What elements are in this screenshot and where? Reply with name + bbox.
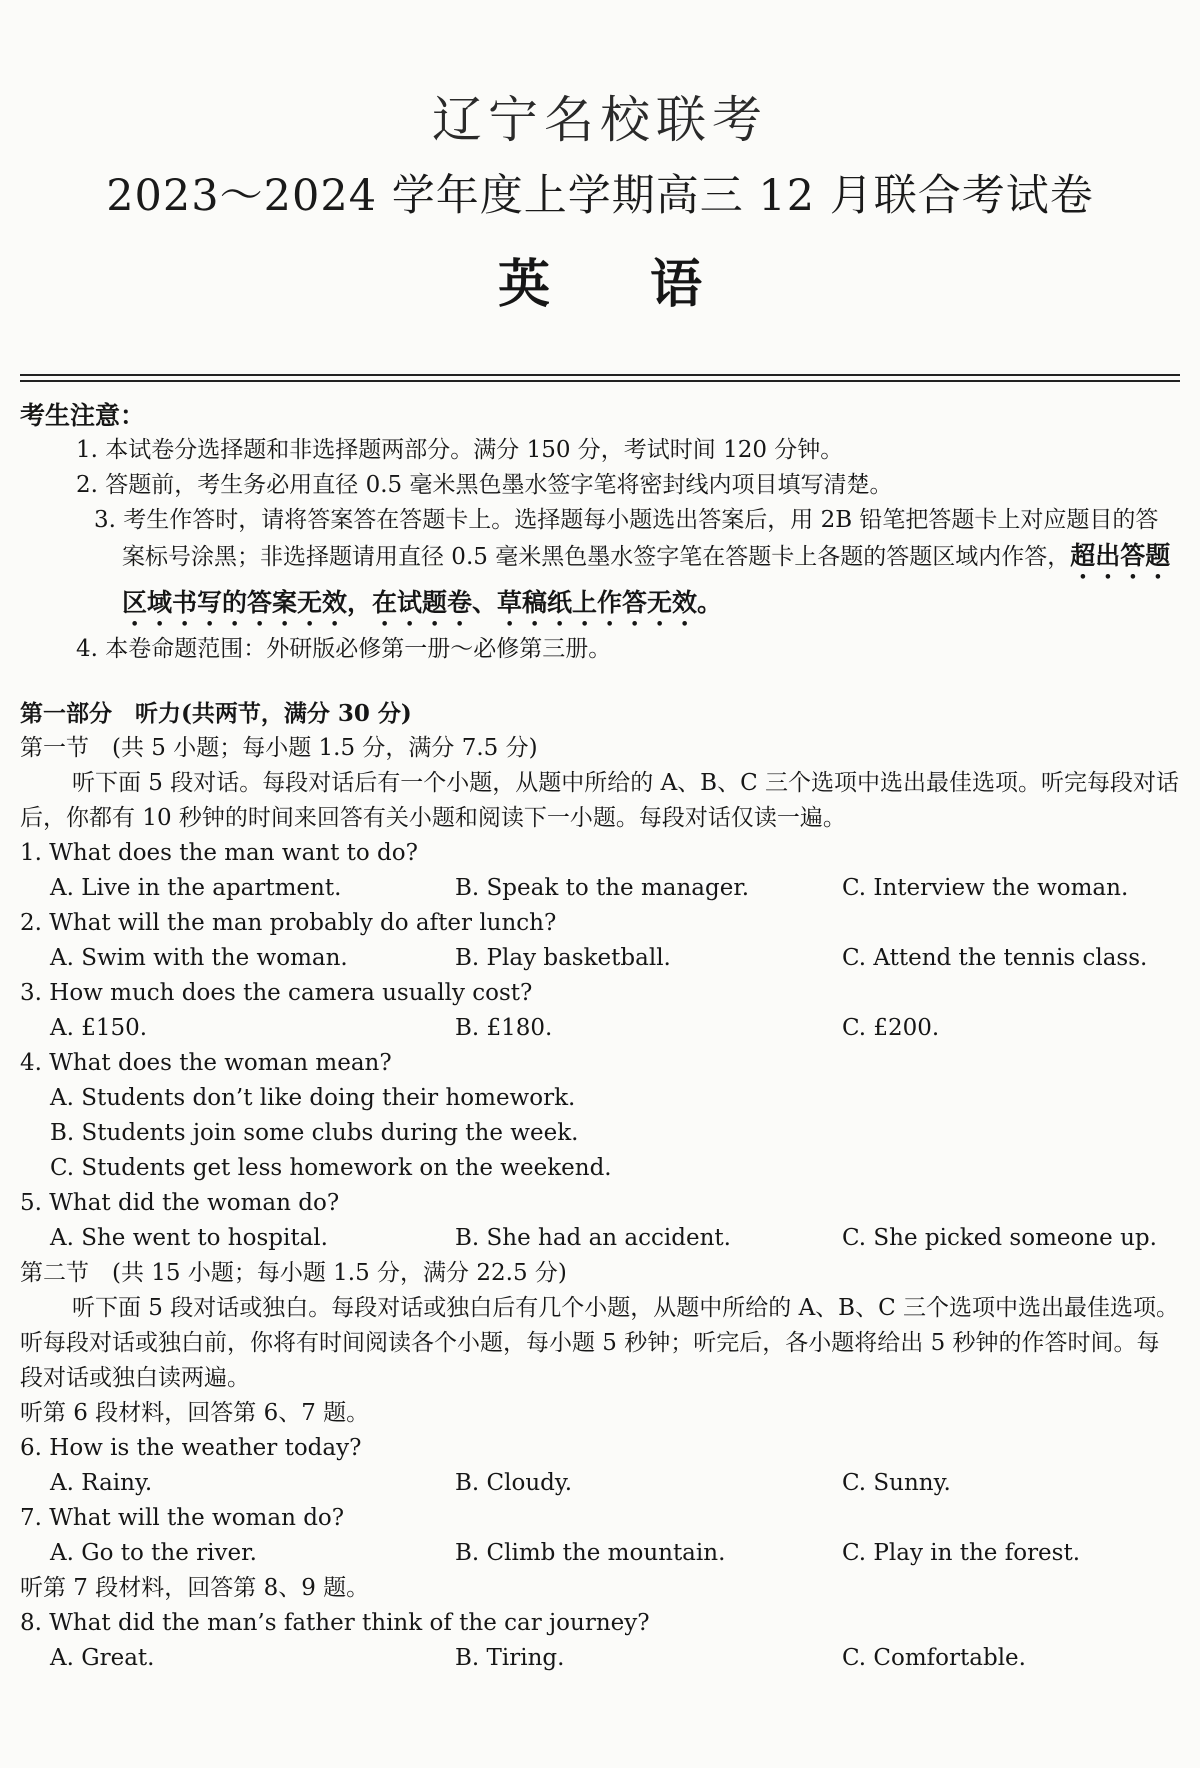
notice-title: 考生注意： [20, 401, 146, 430]
notice-item-1: 1. 本试卷分选择题和非选择题两部分。满分 150 分，考试时间 120 分钟。 [76, 437, 844, 463]
listening-part [20, 696, 1180, 1676]
option-a: A. She went to hospital. [50, 1225, 328, 1251]
part1-title: 第一部分 听力(共两节，满分 30 分) [20, 700, 412, 727]
notice-item-2: 2. 答题前，考生务必用直径 0.5 毫米黑色墨水签字笔将密封线内项目填写清楚。 [76, 472, 893, 498]
option-c: C. Interview the woman. [842, 875, 1129, 901]
option-a: A. Students don’t like doing their homework. [50, 1085, 576, 1111]
question-stem: 4. What does the woman mean? [20, 1050, 392, 1076]
option-c: C. Sunny. [842, 1470, 951, 1496]
option-b: B. Tiring. [455, 1645, 565, 1671]
question-options [20, 1466, 1180, 1501]
section1-title: 第一节 (共 5 小题；每小题 1.5 分，满分 7.5 分) [20, 735, 538, 761]
notice-item-4: 4. 本卷命题范围：外研版必修第一册～必修第三册。 [76, 636, 612, 662]
question-stem: 5. What did the woman do? [20, 1190, 340, 1216]
option-a: A. Swim with the woman. [50, 945, 348, 971]
question-options [20, 871, 1180, 906]
option-c: C. Comfortable. [842, 1645, 1026, 1671]
question-options [20, 1641, 1180, 1676]
question-options [20, 1011, 1180, 1046]
option-c: C. £200. [842, 1015, 940, 1041]
exam-organizer-title: 辽宁名校联考 [432, 91, 768, 149]
option-a: A. Live in the apartment. [50, 875, 342, 901]
section2-title: 第二节 (共 15 小题；每小题 1.5 分，满分 22.5 分) [20, 1260, 567, 1286]
question-stem: 7. What will the woman do? [20, 1505, 345, 1531]
option-c: C. Play in the forest. [842, 1540, 1081, 1566]
option-b: B. Speak to the manager. [455, 875, 750, 901]
option-b: B. Climb the mountain. [455, 1540, 726, 1566]
option-a: A. Rainy. [50, 1470, 153, 1496]
option-c: C. Attend the tennis class. [842, 945, 1148, 971]
option-a: A. £150. [50, 1015, 148, 1041]
material-7-prompt: 听第 7 段材料，回答第 8、9 题。 [20, 1575, 370, 1601]
notice-item-3-emphasis: 超出答题区域书写的答案无效，在试题卷、草稿纸上作答无效。 [122, 541, 1171, 617]
question-options [20, 1221, 1180, 1256]
option-b: B. She had an accident. [455, 1225, 731, 1251]
option-b: B. £180. [455, 1015, 553, 1041]
option-c: C. She picked someone up. [842, 1225, 1157, 1251]
material-6-prompt: 听第 6 段材料，回答第 6、7 题。 [20, 1400, 370, 1426]
question-stem: 2. What will the man probably do after lunch? [20, 910, 557, 936]
section2-instructions: 听下面 5 段对话或独白。每段对话或独白后有几个小题，从题中所给的 A、B、C 三个选项中选出最佳选项。听每段对话或独白前，你将有时间阅读各个小题，每小题 5 秒钟；听完后，各小题将给出 5 秒钟的作答时间。每段对话或独白读两遍。 [20, 1295, 1179, 1391]
notice-item-3 [20, 503, 1180, 632]
header-divider [20, 374, 1180, 382]
option-b: B. Cloudy. [455, 1470, 573, 1496]
question-options [20, 941, 1180, 976]
option-c: C. Students get less homework on the weekend. [50, 1155, 612, 1181]
question-stem: 8. What did the man’s father think of the car journey? [20, 1610, 650, 1636]
section1-instructions: 听下面 5 段对话。每段对话后有一个小题，从题中所给的 A、B、C 三个选项中选出最佳选项。听完每段对话后，你都有 10 秒钟的时间来回答有关小题和阅读下一小题。每段对话仅读一遍。 [20, 770, 1179, 831]
question-stem: 3. How much does the camera usually cost? [20, 980, 533, 1006]
question-stem: 6. How is the weather today? [20, 1435, 362, 1461]
subject-title: 英语 [497, 254, 802, 315]
option-b: B. Play basketball. [455, 945, 671, 971]
question-options [20, 1536, 1180, 1571]
option-b: B. Students join some clubs during the week. [50, 1120, 579, 1146]
question-stem: 1. What does the man want to do? [20, 840, 418, 866]
candidate-notice [20, 398, 1180, 667]
option-a: A. Go to the river. [50, 1540, 257, 1566]
option-a: A. Great. [50, 1645, 155, 1671]
exam-title: 2023～2024 学年度上学期高三 12 月联合考试卷 [106, 171, 1094, 221]
notice-item-3-text: 3. 考生作答时，请将答案答在答题卡上。选择题每小题选出答案后，用 2B 铅笔把答题卡上对应题目的答案标号涂黑；非选择题请用直径 0.5 毫米黑色墨水签字笔在答题卡上各题的答题区域内作答， [94, 507, 1159, 570]
